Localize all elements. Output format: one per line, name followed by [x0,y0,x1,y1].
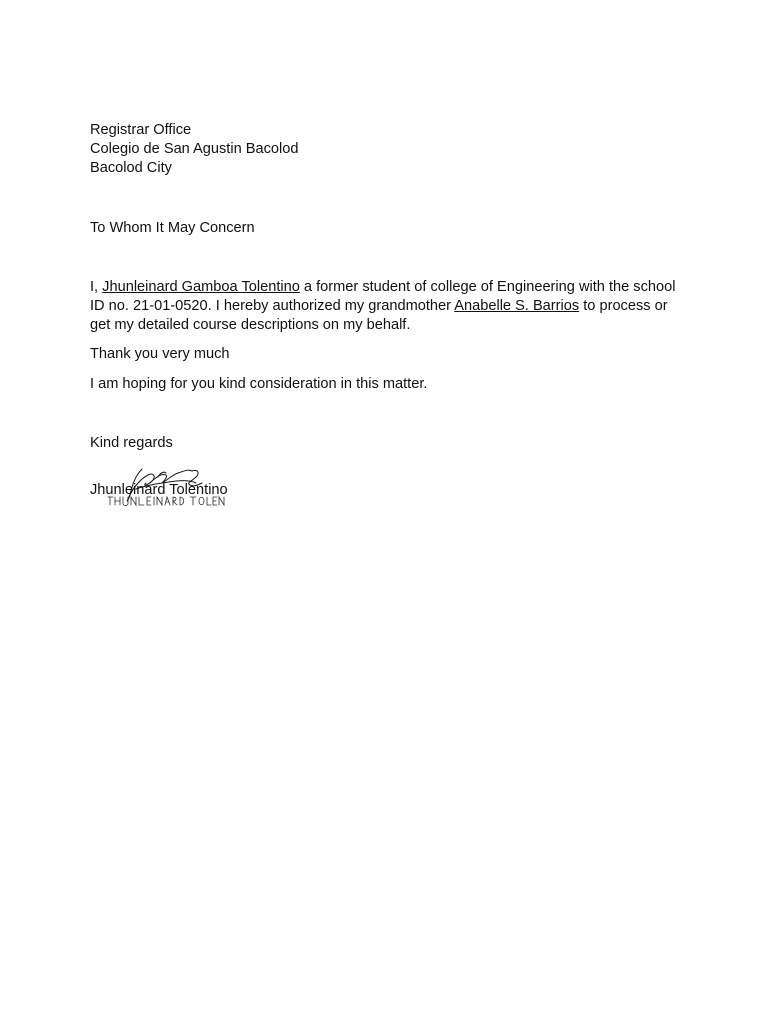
signer-name: Jhunleinard Tolentino [90,482,228,499]
recipient-address [90,121,680,179]
letter-body [90,121,680,499]
closing: Kind regards [90,434,173,451]
body-middle: a former student of college of Engineering with the school ID no. 21-01-0520. I hereby authorized my grandmother [90,278,676,315]
signature-block [90,453,680,499]
body-prefix: I, [90,278,103,295]
grandmother-name: Anabelle S. Barrios [454,298,580,315]
authorization-paragraph [90,278,680,336]
body-suffix: to process or get my detailed course descriptions on my behalf. [90,298,668,334]
thanks-line: Thank you very much [90,346,230,363]
consideration-line: I am hoping for you kind consideration in this matter. [90,375,428,392]
address-line-2: Colegio de San Agustin Bacolod [90,141,299,158]
salutation: To Whom It May Concern [90,219,255,236]
student-name: Jhunleinard Gamboa Tolentino [102,278,300,295]
address-line-3: Bacolod City [90,160,172,177]
address-line-1: Registrar Office [90,122,192,138]
